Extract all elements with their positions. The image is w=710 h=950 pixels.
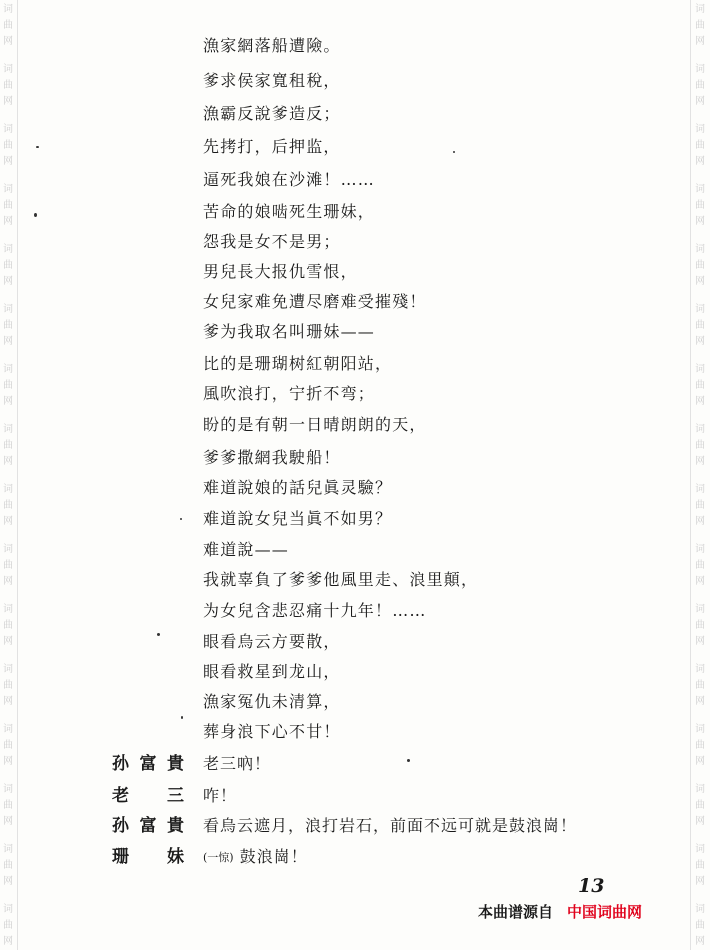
- watermark-glyph: 曲: [695, 440, 705, 451]
- lyric-line: 風吹浪打，宁折不弯；: [203, 384, 376, 403]
- lyric-line: 葬身浪下心不甘！: [203, 722, 341, 741]
- watermark-glyph: 曲: [695, 560, 705, 571]
- watermark-glyph: 网: [3, 816, 13, 827]
- watermark-glyph: 曲: [695, 800, 705, 811]
- watermark-glyphs: [0, 242, 16, 290]
- watermark-glyphs: [0, 842, 16, 890]
- watermark-glyph: 词: [3, 664, 13, 675]
- watermark-glyphs: [692, 482, 708, 530]
- watermark-glyph: 词: [3, 544, 13, 555]
- watermark-glyph: 词: [695, 904, 705, 915]
- watermark-glyphs: [692, 602, 708, 650]
- watermark-glyph: 网: [695, 936, 705, 947]
- source-site-name: 中国词曲网: [567, 903, 643, 921]
- watermark-glyphs: [692, 842, 708, 890]
- source-note: [478, 902, 642, 922]
- watermark-glyphs: [0, 902, 16, 950]
- speech-line: [203, 753, 271, 775]
- watermark-glyphs: [0, 542, 16, 590]
- left-page-edge: [17, 0, 18, 950]
- watermark-glyph: 网: [3, 636, 13, 647]
- watermark-glyphs: [0, 662, 16, 710]
- watermark-glyph: 曲: [695, 860, 705, 871]
- watermark-glyph: 网: [3, 156, 13, 167]
- stage-direction: (一惊): [203, 851, 234, 864]
- watermark-glyph: 曲: [695, 320, 705, 331]
- watermark-glyph: 网: [695, 456, 705, 467]
- speaker-name: 孙富貴: [112, 754, 184, 774]
- watermark-glyph: 网: [695, 816, 705, 827]
- speech-text: 看烏云遮月，浪打岩石，前面不远可就是鼓浪崗！: [203, 816, 578, 835]
- watermark-glyphs: [0, 422, 16, 470]
- speech-text: 鼓浪崗！: [239, 847, 308, 866]
- watermark-glyphs: [0, 482, 16, 530]
- watermark-glyph: 曲: [695, 380, 705, 391]
- watermark-glyph: 网: [695, 96, 705, 107]
- watermark-glyphs: [692, 662, 708, 710]
- speech-line: [203, 785, 237, 807]
- watermark-glyphs: [0, 602, 16, 650]
- scan-speck: [157, 633, 160, 636]
- speech-line: [203, 815, 577, 837]
- lyric-line: 怨我是女不是男；: [203, 232, 341, 251]
- watermark-glyph: 曲: [3, 920, 13, 931]
- watermark-glyph: 网: [695, 576, 705, 587]
- watermark-glyphs: [692, 722, 708, 770]
- watermark-glyph: 曲: [695, 620, 705, 631]
- watermark-glyphs: [0, 122, 16, 170]
- watermark-glyph: 曲: [695, 140, 705, 151]
- watermark-glyph: 网: [3, 576, 13, 587]
- watermark-glyph: 词: [695, 724, 705, 735]
- watermark-glyph: 词: [695, 4, 705, 15]
- watermark-glyph: 网: [3, 36, 13, 47]
- watermark-glyph: 曲: [3, 380, 13, 391]
- lyric-line: 眼看救星到龙山，: [203, 662, 341, 681]
- watermark-glyph: 词: [3, 784, 13, 795]
- watermark-glyph: 网: [695, 516, 705, 527]
- scan-speck: [407, 759, 410, 762]
- watermark-glyph: 词: [695, 424, 705, 435]
- watermark-glyph: 网: [695, 216, 705, 227]
- lyric-line: 先拷打，后押监，: [203, 137, 341, 156]
- watermark-glyph: 网: [695, 756, 705, 767]
- watermark-glyph: 网: [3, 276, 13, 287]
- lyric-line: 难道說娘的話兒眞灵驗？: [203, 478, 393, 497]
- lyric-line: 漁家網落船遭險。: [203, 36, 341, 55]
- watermark-glyph: 曲: [3, 320, 13, 331]
- watermark-glyph: 曲: [3, 740, 13, 751]
- watermark-glyph: 曲: [695, 740, 705, 751]
- watermark-glyph: 网: [695, 156, 705, 167]
- watermark-glyph: 曲: [3, 560, 13, 571]
- speech-line: [203, 846, 308, 869]
- watermark-glyphs: [692, 542, 708, 590]
- watermark-glyph: 网: [3, 516, 13, 527]
- speech-text: 老三吶！: [203, 754, 272, 773]
- watermark-glyph: 词: [3, 124, 13, 135]
- left-watermark-strip: [0, 0, 16, 950]
- watermark-glyph: 曲: [3, 20, 13, 31]
- lyric-line: 难道說女兒当眞不如男？: [203, 509, 393, 528]
- watermark-glyph: 词: [3, 184, 13, 195]
- watermark-glyph: 词: [695, 784, 705, 795]
- watermark-glyph: 网: [3, 336, 13, 347]
- watermark-glyphs: [692, 182, 708, 230]
- speech-text: 咋！: [203, 786, 238, 805]
- watermark-glyph: 网: [3, 756, 13, 767]
- watermark-glyph: 曲: [3, 500, 13, 511]
- watermark-glyphs: [692, 362, 708, 410]
- watermark-glyph: 词: [3, 64, 13, 75]
- watermark-glyphs: [692, 122, 708, 170]
- watermark-glyph: 曲: [695, 680, 705, 691]
- page-number: 13: [578, 875, 605, 897]
- watermark-glyphs: [692, 302, 708, 350]
- watermark-glyph: 词: [3, 304, 13, 315]
- scan-speck: [36, 146, 39, 148]
- watermark-glyphs: [0, 62, 16, 110]
- watermark-glyph: 词: [695, 124, 705, 135]
- lyric-line: 比的是珊瑚树紅朝阳站，: [203, 354, 393, 373]
- watermark-glyph: 网: [3, 96, 13, 107]
- lyric-line: 为女兒含悲忍痛十九年！……: [203, 601, 427, 620]
- watermark-glyphs: [692, 242, 708, 290]
- watermark-glyph: 曲: [695, 20, 705, 31]
- watermark-glyph: 词: [3, 484, 13, 495]
- lyric-line: 盼的是有朝一日晴朗朗的天，: [203, 415, 427, 434]
- watermark-glyph: 网: [3, 216, 13, 227]
- watermark-glyph: 词: [3, 844, 13, 855]
- lyric-line: 苦命的娘啮死生珊妹，: [203, 202, 376, 221]
- watermark-glyph: 词: [695, 64, 705, 75]
- watermark-glyph: 曲: [695, 80, 705, 91]
- watermark-glyph: 网: [695, 36, 705, 47]
- watermark-glyph: 曲: [695, 500, 705, 511]
- watermark-glyph: 网: [695, 276, 705, 287]
- lyric-line: 爹为我取名叫珊妹——: [203, 322, 376, 341]
- watermark-glyph: 网: [3, 456, 13, 467]
- watermark-glyph: 曲: [3, 620, 13, 631]
- watermark-glyph: 词: [3, 424, 13, 435]
- watermark-glyph: 词: [695, 664, 705, 675]
- watermark-glyph: 网: [695, 396, 705, 407]
- watermark-glyphs: [692, 422, 708, 470]
- watermark-glyphs: [692, 2, 708, 50]
- scan-speck: [181, 716, 183, 719]
- lyric-line: 眼看烏云方要散，: [203, 632, 341, 651]
- watermark-glyph: 词: [3, 4, 13, 15]
- watermark-glyph: 网: [695, 336, 705, 347]
- watermark-glyph: 网: [695, 696, 705, 707]
- watermark-glyph: 网: [3, 876, 13, 887]
- watermark-glyph: 词: [695, 364, 705, 375]
- scan-speck: [180, 518, 182, 520]
- watermark-glyphs: [692, 782, 708, 830]
- watermark-glyph: 词: [695, 844, 705, 855]
- scan-speck: [34, 213, 37, 217]
- lyric-line: 女兒家难免遭尽磨难受摧殘！: [203, 292, 427, 311]
- watermark-glyph: 网: [695, 636, 705, 647]
- watermark-glyphs: [0, 302, 16, 350]
- right-watermark-strip: [692, 0, 708, 950]
- watermark-glyphs: [0, 362, 16, 410]
- watermark-glyph: 网: [3, 696, 13, 707]
- watermark-glyph: 曲: [3, 200, 13, 211]
- watermark-glyph: 词: [3, 364, 13, 375]
- speaker-name: 珊妹: [112, 847, 184, 867]
- watermark-glyphs: [0, 722, 16, 770]
- lyric-line: 爹求侯家寬租稅，: [203, 71, 341, 90]
- lyric-line: 难道說——: [203, 540, 290, 559]
- watermark-glyphs: [0, 182, 16, 230]
- watermark-glyph: 曲: [3, 440, 13, 451]
- watermark-glyph: 词: [695, 244, 705, 255]
- watermark-glyph: 词: [695, 604, 705, 615]
- watermark-glyph: 网: [3, 396, 13, 407]
- watermark-glyph: 网: [695, 876, 705, 887]
- speaker-name: 孙富貴: [112, 816, 184, 836]
- watermark-glyph: 曲: [695, 260, 705, 271]
- right-page-edge: [690, 0, 691, 950]
- watermark-glyph: 词: [695, 484, 705, 495]
- lyric-line: 爹爹撒網我駛船！: [203, 448, 341, 467]
- watermark-glyph: 曲: [3, 860, 13, 871]
- lyric-line: 男兒長大报仇雪恨，: [203, 262, 358, 281]
- watermark-glyph: 词: [695, 544, 705, 555]
- watermark-glyphs: [692, 62, 708, 110]
- speaker-name: 老三: [112, 786, 184, 806]
- watermark-glyph: 词: [3, 724, 13, 735]
- watermark-glyph: 曲: [3, 260, 13, 271]
- watermark-glyph: 曲: [695, 920, 705, 931]
- lyric-line: 漁家冤仇未清算，: [203, 692, 341, 711]
- watermark-glyph: 词: [695, 184, 705, 195]
- watermark-glyph: 曲: [695, 200, 705, 211]
- watermark-glyphs: [692, 902, 708, 950]
- lyric-line: 我就辜負了爹爹他風里走、浪里顛，: [203, 570, 479, 589]
- scan-speck: [453, 151, 455, 153]
- watermark-glyph: 曲: [3, 680, 13, 691]
- watermark-glyph: 词: [3, 904, 13, 915]
- source-note-prefix: 本曲谱源自: [478, 903, 554, 921]
- watermark-glyph: 曲: [3, 80, 13, 91]
- lyric-line: 逼死我娘在沙滩！……: [203, 170, 376, 189]
- watermark-glyph: 曲: [3, 140, 13, 151]
- watermark-glyph: 曲: [3, 800, 13, 811]
- watermark-glyph: 词: [695, 304, 705, 315]
- watermark-glyph: 网: [3, 936, 13, 947]
- watermark-glyphs: [0, 782, 16, 830]
- lyric-line: 漁霸反說爹造反；: [203, 104, 341, 123]
- watermark-glyph: 词: [3, 244, 13, 255]
- watermark-glyph: 词: [3, 604, 13, 615]
- watermark-glyphs: [0, 2, 16, 50]
